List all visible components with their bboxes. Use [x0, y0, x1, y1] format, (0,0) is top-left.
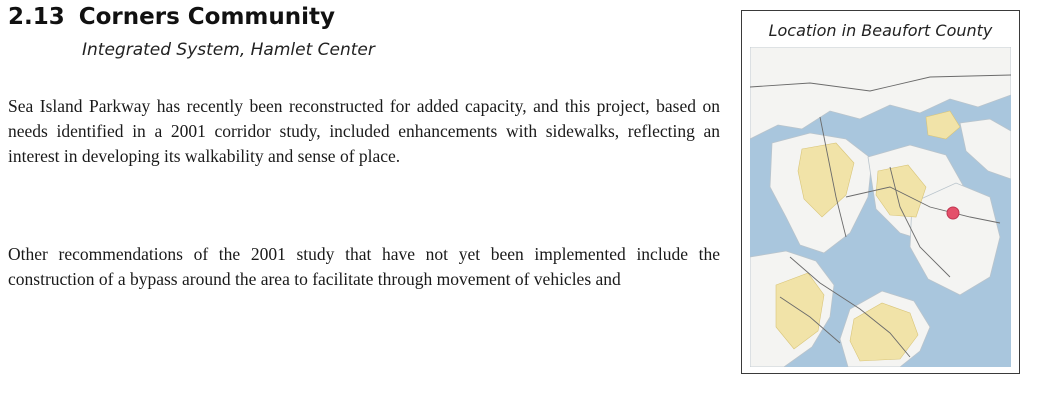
section-title: Corners Community — [78, 4, 336, 30]
body-paragraph: Sea Island Parkway has recently been reconstructed for added capacity, and this project, based on needs identified in a 2001 corridor study, included enhancements with sidewalks, reflecting an interest in developing its walkability and sense of place. — [8, 96, 720, 166]
section-number: 2.13 — [8, 4, 65, 30]
location-marker — [947, 207, 959, 219]
location-map-title: Location in Beaufort County — [768, 21, 993, 40]
section-subtitle: Integrated System, Hamlet Center — [82, 40, 375, 60]
beaufort-county-map — [750, 47, 1011, 367]
body-paragraph: Other recommendations of the 2001 study that have not yet been implemented include the construction of a bypass around the area to facilitate through movement of vehicles and — [8, 244, 720, 289]
location-map-panel — [741, 10, 1020, 374]
section-heading — [8, 4, 335, 30]
